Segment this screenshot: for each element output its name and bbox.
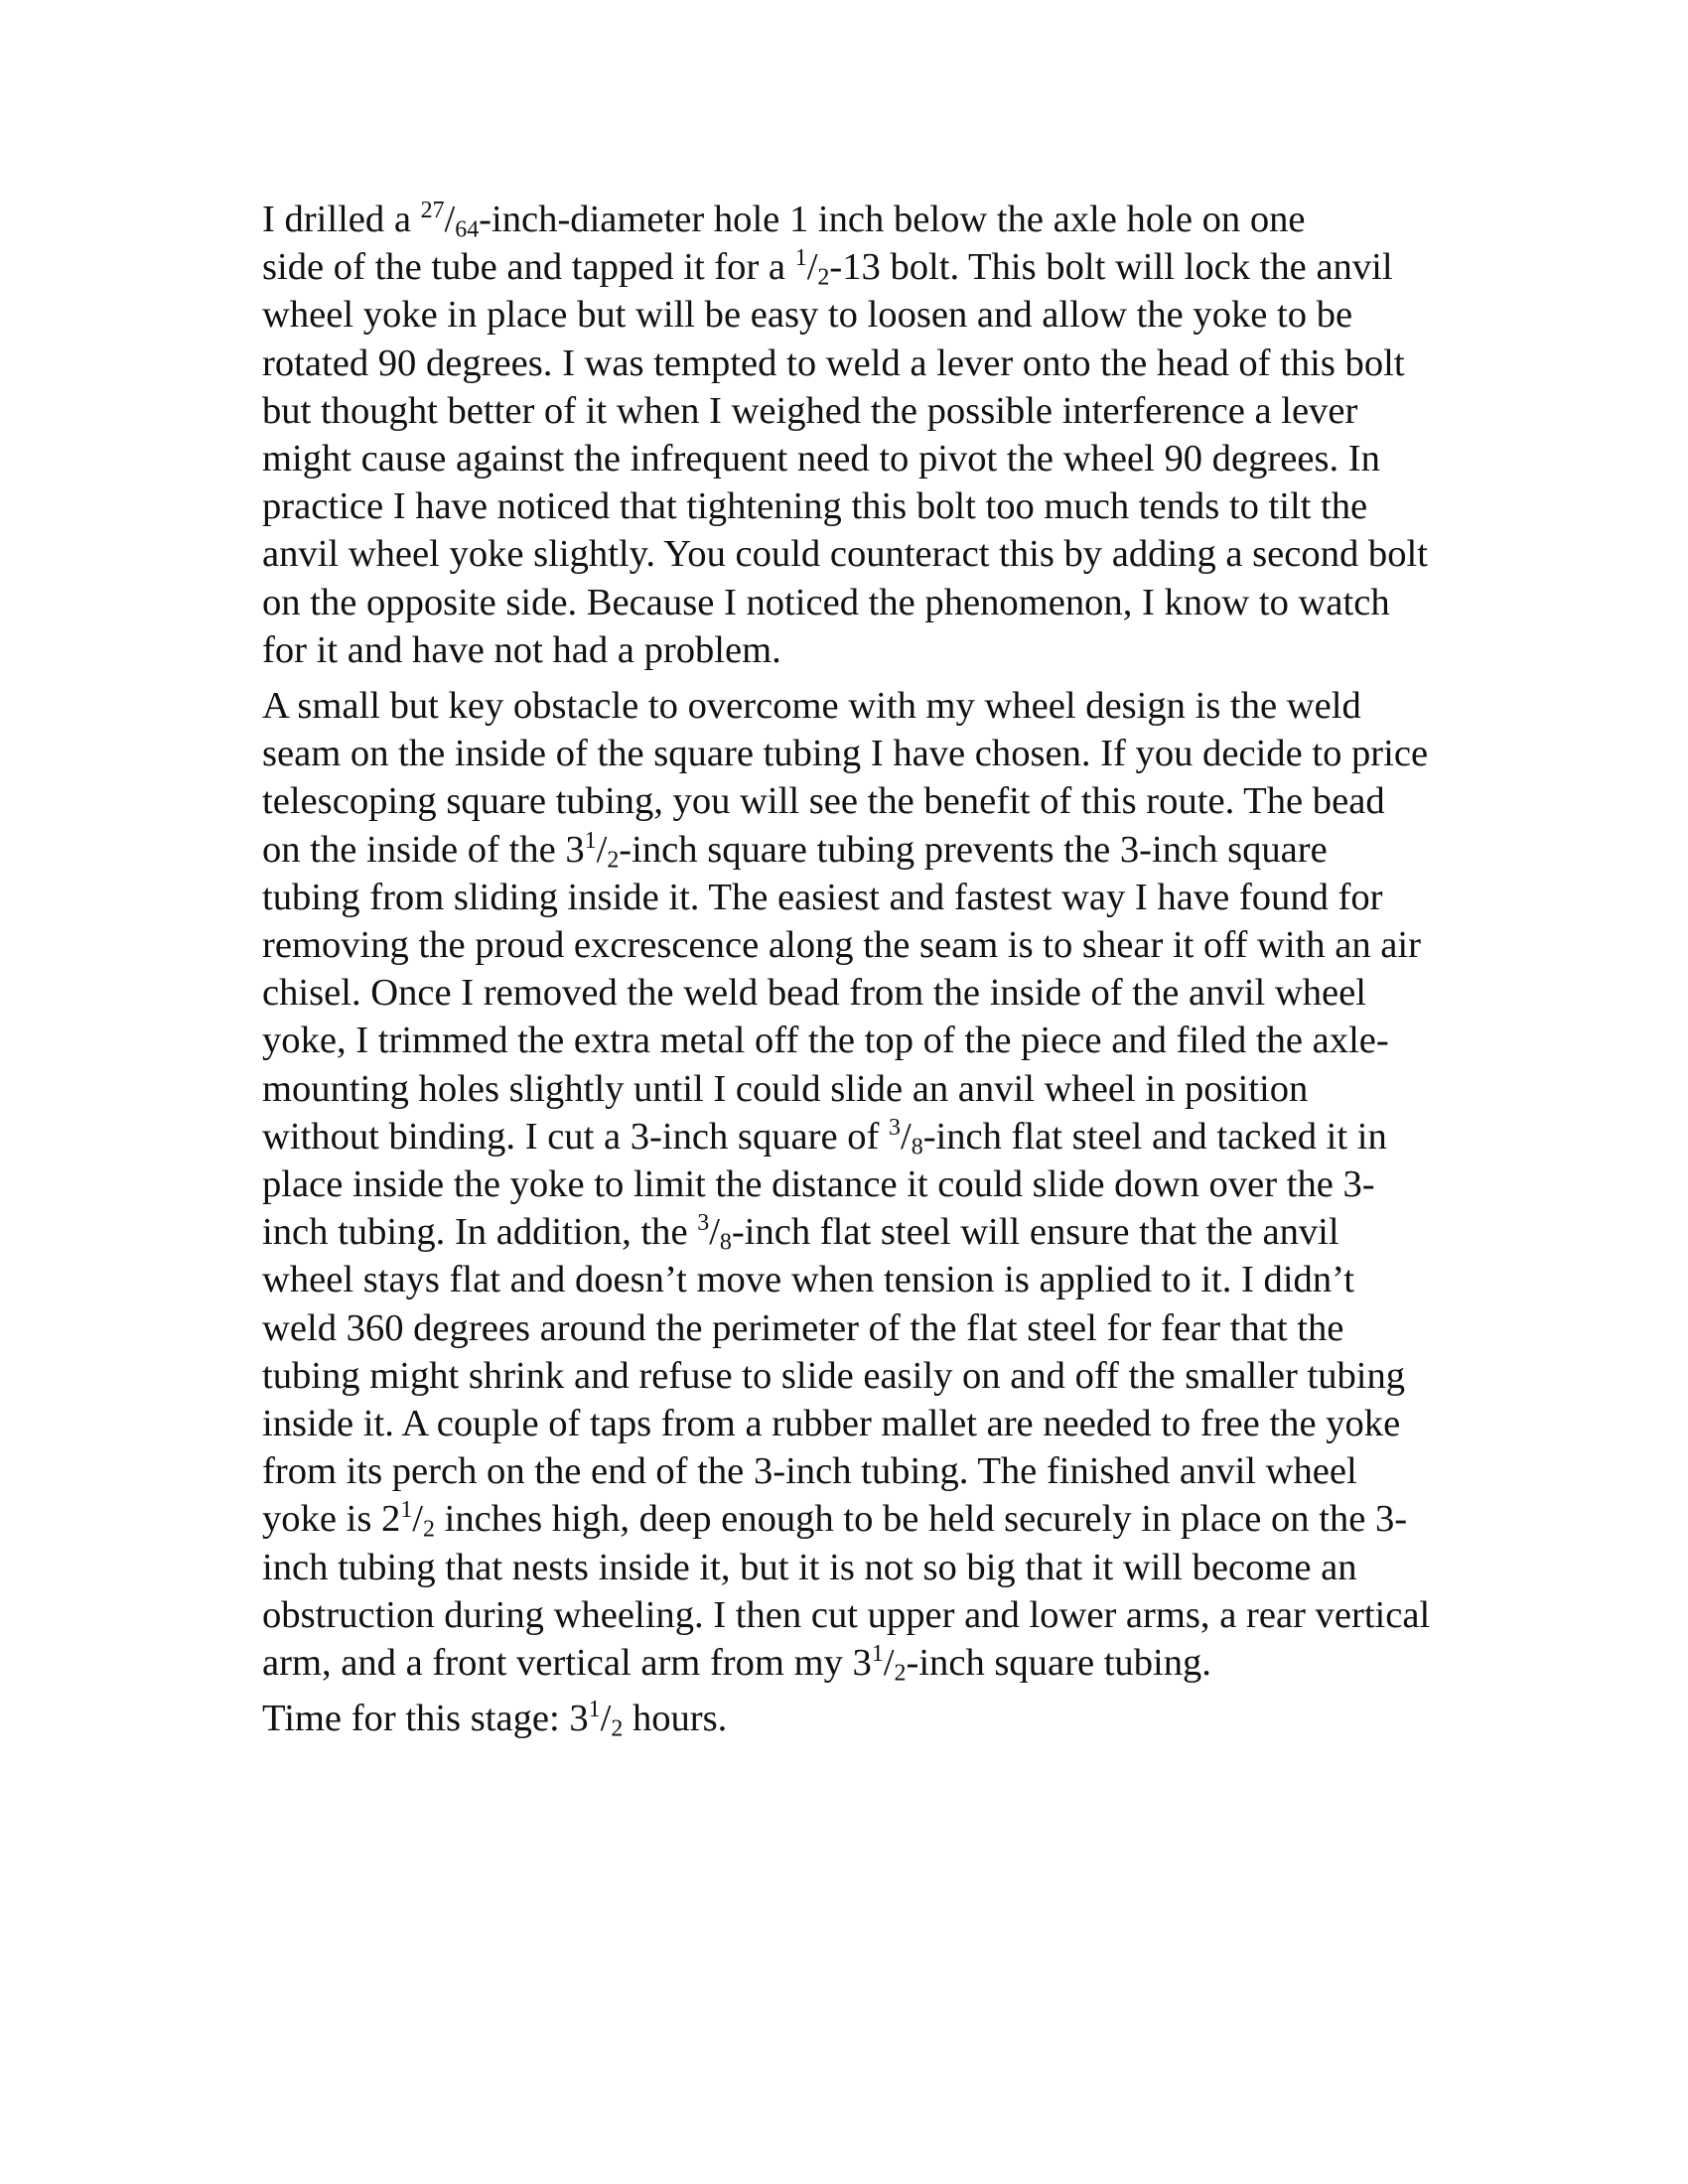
text-run: -inch square tubing.	[906, 1642, 1211, 1685]
fraction-denominator: 2	[423, 1516, 435, 1543]
text-line	[211, 777, 1482, 825]
text-line	[211, 730, 1482, 777]
text-run: on the inside of the 3	[262, 828, 585, 871]
fraction-denominator: 2	[607, 846, 620, 873]
text-run: removing the proud excrescence along the seam is to shear it off with an air	[262, 924, 1421, 967]
text-line	[211, 874, 1482, 921]
fraction-denominator: 8	[719, 1229, 732, 1256]
fraction-denominator: 8	[911, 1134, 923, 1160]
fraction	[889, 1116, 923, 1158]
text-run: but thought better of it when I weighed the possible interference a lever	[262, 389, 1358, 432]
body-text	[211, 196, 1482, 1743]
fraction-denominator: 2	[894, 1660, 907, 1687]
text-line	[211, 1695, 1482, 1742]
text-run: from its perch on the end of the 3-inch tubing. The finished anvil wheel	[262, 1450, 1357, 1493]
text-run: on the opposite side. Because I noticed the phenomenon, I know to watch	[262, 581, 1390, 623]
text-line	[211, 1400, 1482, 1447]
text-run: -inch-diameter hole 1 inch below the axle hole on one	[479, 199, 1306, 240]
fraction-slash: /	[901, 1115, 912, 1158]
text-run: -inch flat steel and tacked it in	[922, 1115, 1387, 1158]
text-run: obstruction during wheeling. I then cut upper and lower arms, a rear vertical	[262, 1593, 1431, 1636]
fraction-numerator: 27	[420, 198, 445, 224]
text-line	[211, 969, 1482, 1017]
fraction-numerator: 1	[584, 827, 597, 854]
fraction-numerator: 3	[889, 1114, 902, 1141]
text-run: tubing might shrink and refuse to slide easily on and off the smaller tubing	[262, 1354, 1406, 1397]
text-run: hours.	[623, 1698, 728, 1740]
fraction-slash: /	[596, 828, 608, 871]
text-run: chisel. Once I removed the weld bead from the inside of the anvil wheel	[262, 972, 1366, 1015]
text-run: -inch flat steel will ensure that the anvil	[731, 1211, 1339, 1254]
text-line	[211, 1304, 1482, 1352]
text-line	[211, 196, 1482, 243]
text-line	[211, 1256, 1482, 1303]
text-line	[211, 1591, 1482, 1639]
text-run: Time for this stage: 3	[262, 1698, 589, 1740]
fraction-numerator: 1	[871, 1641, 884, 1668]
text-run: seam on the inside of the square tubing I have chosen. If you decide to price	[262, 733, 1429, 775]
text-run: inside it. A couple of taps from a rubber mallet are needed to free the yoke	[262, 1403, 1401, 1445]
text-run: mounting holes slightly until I could slide an anvil wheel in position	[262, 1067, 1309, 1110]
text-line	[211, 921, 1482, 969]
text-line	[211, 626, 1482, 674]
paragraph-1	[211, 196, 1482, 674]
fraction	[871, 1641, 907, 1687]
text-run: weld 360 degrees around the perimeter of the flat steel for fear that the	[262, 1306, 1344, 1349]
text-run: arm, and a front vertical arm from my 3	[262, 1642, 872, 1685]
text-run: for it and have not had a problem.	[262, 628, 781, 671]
text-line	[211, 1352, 1482, 1400]
text-run: -inch square tubing prevents the 3-inch square	[619, 828, 1328, 871]
text-line	[211, 1065, 1482, 1113]
document-page	[211, 196, 1482, 1743]
text-line	[211, 340, 1482, 387]
fraction-slash: /	[883, 1642, 895, 1685]
text-run: inches high, deep enough to be held securely in place on the 3-	[434, 1498, 1408, 1541]
text-line	[211, 1544, 1482, 1591]
fraction-slash: /	[709, 1211, 720, 1254]
text-line	[211, 243, 1482, 291]
text-run: side of the tube and tapped it for a	[262, 246, 795, 289]
fraction-numerator: 1	[588, 1697, 601, 1723]
fraction	[794, 245, 830, 291]
text-run: telescoping square tubing, you will see the benefit of this route. The bead	[262, 780, 1385, 823]
fraction-numerator: 1	[794, 245, 807, 272]
text-run: I drilled a	[262, 199, 421, 240]
text-run: practice I have noticed that tightening this bolt too much tends to tilt the	[262, 485, 1368, 528]
text-run: A small but key obstacle to overcome with my wheel design is the weld	[262, 685, 1361, 728]
fraction-denominator: 64	[455, 216, 480, 243]
text-line	[211, 1113, 1482, 1160]
text-run: anvil wheel yoke slightly. You could counteract this by adding a second bolt	[262, 533, 1428, 576]
text-run: -13 bolt. This bolt will lock the anvil	[829, 246, 1393, 289]
fraction-denominator: 2	[817, 264, 830, 291]
text-line	[211, 1447, 1482, 1495]
fraction	[697, 1210, 732, 1256]
text-line	[211, 291, 1482, 339]
text-line	[211, 1160, 1482, 1208]
fraction-slash: /	[444, 199, 456, 240]
fraction	[400, 1497, 435, 1543]
text-run: tubing from sliding inside it. The easiest and fastest way I have found for	[262, 876, 1383, 918]
text-line	[211, 482, 1482, 530]
fraction-numerator: 1	[400, 1497, 413, 1524]
text-run: inch tubing that nests inside it, but it is not so big that it will become an	[262, 1546, 1357, 1588]
text-run: might cause against the infrequent need to pivot the wheel 90 degrees. In	[262, 438, 1380, 480]
fraction-slash: /	[806, 246, 818, 289]
text-line	[211, 826, 1482, 874]
text-line	[211, 1017, 1482, 1064]
text-line	[211, 435, 1482, 482]
fraction-numerator: 3	[697, 1210, 710, 1237]
text-run: wheel yoke in place but will be easy to loosen and allow the yoke to be	[262, 294, 1353, 337]
paragraph-2	[211, 682, 1482, 1687]
text-run: place inside the yoke to limit the distance it could slide down over the 3-	[262, 1163, 1375, 1206]
fraction-slash: /	[600, 1698, 612, 1740]
text-run: without binding. I cut a 3-inch square of	[262, 1115, 890, 1158]
text-line	[211, 682, 1482, 730]
text-run: yoke is 2	[262, 1498, 401, 1541]
fraction	[585, 829, 620, 871]
text-run: inch tubing. In addition, the	[262, 1211, 698, 1254]
text-line	[211, 1495, 1482, 1543]
text-line	[211, 530, 1482, 578]
text-line	[211, 1208, 1482, 1256]
text-line	[211, 579, 1482, 626]
paragraph-3	[211, 1695, 1482, 1742]
fraction-denominator: 2	[611, 1715, 624, 1742]
fraction	[588, 1697, 624, 1742]
text-line	[211, 387, 1482, 435]
text-run: wheel stays flat and doesn’t move when tension is applied to it. I didn’t	[262, 1259, 1355, 1301]
text-run: yoke, I trimmed the extra metal off the top of the piece and filed the axle-	[262, 1020, 1389, 1062]
fraction	[420, 198, 480, 243]
fraction-slash: /	[412, 1498, 423, 1541]
text-run: rotated 90 degrees. I was tempted to weld a lever onto the head of this bolt	[262, 341, 1405, 384]
text-line	[211, 1639, 1482, 1687]
